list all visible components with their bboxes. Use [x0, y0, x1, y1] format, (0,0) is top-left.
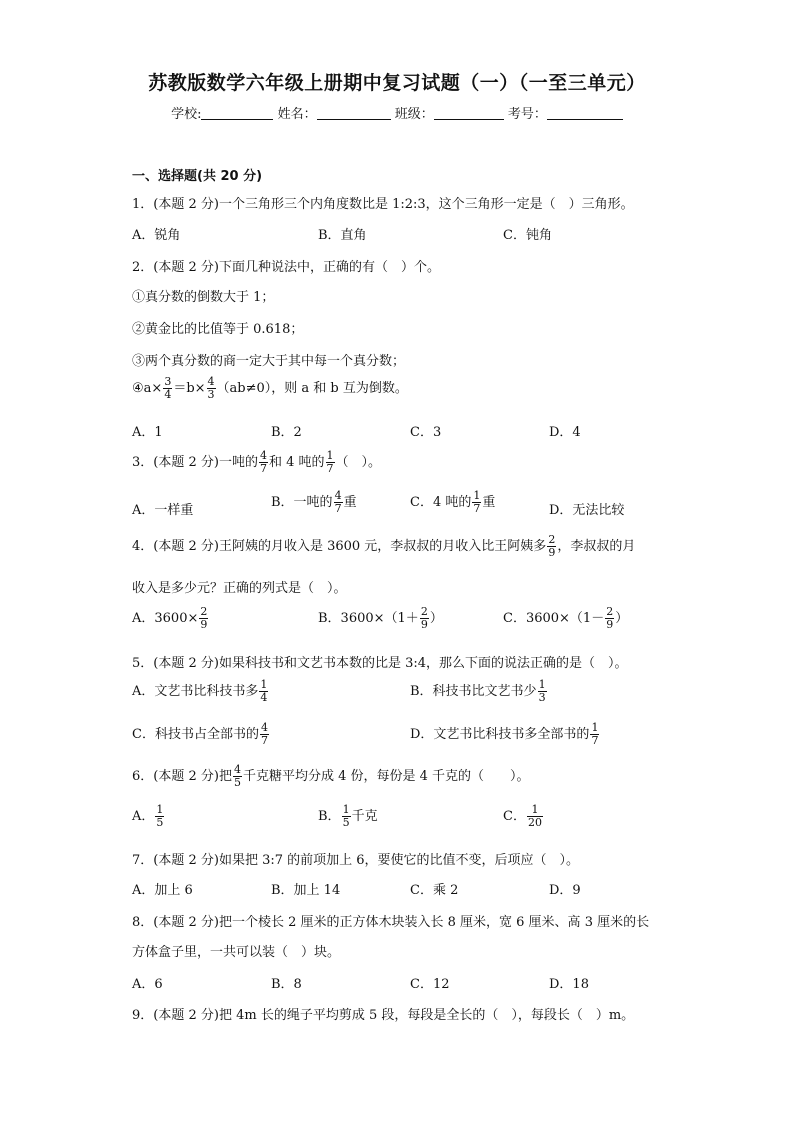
- q2-statement-3: ③两个真分数的商一定大于其中每一个真分数；: [132, 354, 406, 369]
- q6-stem: 6．(本题 2 分)把 $\frac{4}{5}$ 千克糖平均分成 4 份，每份是 4 千克的（ ）。: [132, 763, 530, 789]
- q4-option-c[interactable]: C．3600×（1－ $\frac{2}{9}$ ）: [503, 605, 629, 631]
- q8-option-c[interactable]: C．12: [410, 977, 450, 992]
- q3-stem: 3．(本题 2 分)一吨的 $\frac{4}{7}$ 和 4 吨的 $\frac{1}{7}$ （ ）。: [132, 449, 382, 475]
- fraction: $\frac{4}{7}$: [260, 721, 268, 747]
- q5-option-b[interactable]: B．科技书比文艺书少 $\frac{1}{3}$: [410, 678, 546, 704]
- fraction: $\frac{4}{7}$: [259, 449, 267, 475]
- q6-option-a[interactable]: A． $\frac{1}{5}$: [132, 803, 164, 829]
- q5-option-c[interactable]: C．科技书占全部书的 $\frac{4}{7}$: [132, 721, 268, 747]
- fraction: $\frac{1}{7}$: [473, 489, 481, 515]
- q8-stem-line1: 8．(本题 2 分)把一个棱长 2 厘米的正方体木块装入长 8 厘米，宽 6 厘米、高 3 厘米的长: [132, 915, 650, 930]
- number-label: 考号：: [507, 107, 547, 122]
- q8-option-b[interactable]: B．8: [271, 977, 302, 992]
- q2-statement-4: ④a× $\frac{3}{4}$ ＝b× $\frac{4}{3}$ （ab≠0），则 a 和 b 互为倒数。: [132, 375, 408, 401]
- number-blank[interactable]: [547, 107, 623, 120]
- q3-option-d[interactable]: D．无法比较: [549, 503, 625, 518]
- fraction: $\frac{1}{3}$: [538, 678, 546, 704]
- q8-option-d[interactable]: D．18: [549, 977, 589, 992]
- q5-option-a[interactable]: A．文艺书比科技书多 $\frac{1}{4}$: [132, 678, 268, 704]
- q3-option-c[interactable]: C．4 吨的 $\frac{1}{7}$ 重: [410, 489, 496, 515]
- q7-option-b[interactable]: B．加上 14: [271, 883, 341, 898]
- fraction: $\frac{1}{4}$: [260, 678, 268, 704]
- fraction: $\frac{1}{5}$: [342, 803, 350, 829]
- q2-statement-1: ①真分数的倒数大于 1；: [132, 290, 275, 305]
- fraction: $\frac{1}{5}$: [156, 803, 164, 829]
- q7-stem: 7．(本题 2 分)如果把 3:7 的前项加上 6，要使它的比值不变，后项应（ ）。: [132, 853, 580, 868]
- fraction: $\frac{2}{9}$: [606, 605, 614, 631]
- page-title: 苏教版数学六年级上册期中复习试题（一）（一至三单元）: [148, 72, 646, 94]
- fraction: $\frac{4}{5}$: [233, 763, 241, 789]
- school-blank[interactable]: [201, 107, 273, 120]
- q4-option-b[interactable]: B．3600×（1＋ $\frac{2}{9}$ ）: [318, 605, 443, 631]
- q7-option-c[interactable]: C．乘 2: [410, 883, 459, 898]
- fraction: $\frac{3}{4}$: [164, 375, 172, 401]
- q1-option-a[interactable]: A．锐角: [132, 228, 181, 243]
- q7-option-d[interactable]: D．9: [549, 883, 581, 898]
- fraction: $\frac{1}{7}$: [326, 449, 334, 475]
- name-label: 姓名：: [277, 107, 317, 122]
- class-blank[interactable]: [434, 107, 504, 120]
- fraction: $\frac{1}{7}$: [591, 721, 599, 747]
- q2-option-b[interactable]: B．2: [271, 425, 302, 440]
- q9-stem: 9．(本题 2 分)把 4m 长的绳子平均剪成 5 段，每段是全长的（ ），每段长（ ）m。: [132, 1008, 635, 1023]
- q6-option-c[interactable]: C． $\frac{1}{20}$: [503, 803, 542, 829]
- q5-option-d[interactable]: D．文艺书比科技书多全部书的 $\frac{1}{7}$: [410, 721, 599, 747]
- q2-option-c[interactable]: C．3: [410, 425, 442, 440]
- q3-option-b[interactable]: B．一吨的 $\frac{4}{7}$ 重: [271, 489, 357, 515]
- q4-option-a[interactable]: A．3600× $\frac{2}{9}$: [132, 605, 208, 631]
- class-label: 班级：: [394, 107, 434, 122]
- student-info-line: [0, 103, 794, 122]
- q4-stem-line1: 4．(本题 2 分)王阿姨的月收入是 3600 元，李叔叔的月收入比王阿姨多 $\frac{2}{9}$ ，李叔叔的月: [132, 533, 636, 559]
- q1-option-b[interactable]: B．直角: [318, 228, 367, 243]
- q1-stem: 1．(本题 2 分)一个三角形三个内角度数比是 1:2:3，这个三角形一定是（ ）三角形。: [132, 197, 634, 212]
- fraction: $\frac{1}{20}$: [527, 803, 542, 829]
- q4-stem-line2: 收入是多少元？正确的列式是（ ）。: [132, 581, 347, 596]
- q8-stem-line2: 方体盒子里，一共可以装（ ）块。: [132, 945, 341, 960]
- q2-option-d[interactable]: D．4: [549, 425, 581, 440]
- fraction: $\frac{2}{9}$: [200, 605, 208, 631]
- q2-stem: 2．(本题 2 分)下面几种说法中，正确的有（ ）个。: [132, 260, 440, 275]
- fraction: $\frac{4}{3}$: [207, 375, 215, 401]
- fraction: $\frac{2}{9}$: [420, 605, 428, 631]
- q2-option-a[interactable]: A．1: [132, 425, 163, 440]
- fraction: $\frac{4}{7}$: [334, 489, 342, 515]
- q1-option-c[interactable]: C．钝角: [503, 228, 552, 243]
- fraction: $\frac{2}{9}$: [548, 533, 556, 559]
- q8-option-a[interactable]: A．6: [132, 977, 163, 992]
- section-heading: 一、选择题(共 20 分): [132, 169, 263, 184]
- q7-option-a[interactable]: A．加上 6: [132, 883, 193, 898]
- q3-option-a[interactable]: A．一样重: [132, 503, 194, 518]
- school-label: 学校:: [171, 107, 202, 122]
- name-blank[interactable]: [317, 107, 391, 120]
- q5-stem: 5．(本题 2 分)如果科技书和文艺书本数的比是 3:4，那么下面的说法正确的是（ ）。: [132, 656, 628, 671]
- q2-statement-2: ②黄金比的比值等于 0.618；: [132, 322, 304, 337]
- q6-option-b[interactable]: B． $\frac{1}{5}$ 千克: [318, 803, 378, 829]
